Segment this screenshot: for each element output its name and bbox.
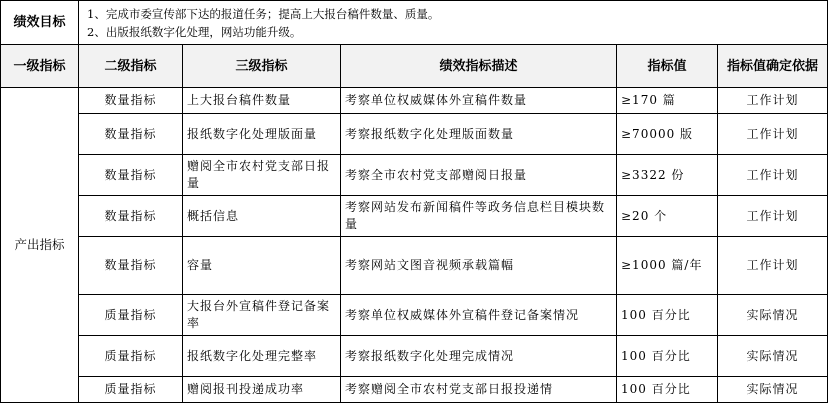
value-cell: ≥3322 份 — [617, 155, 718, 196]
level2-cell: 数量指标 — [79, 114, 183, 155]
basis-cell: 工作计划 — [718, 114, 828, 155]
description-cell: 考察报纸数字化处理完成情况 — [341, 336, 617, 377]
value-cell: 100 百分比 — [617, 295, 718, 336]
header-description: 绩效指标描述 — [341, 45, 617, 88]
value-cell: 100 百分比 — [617, 336, 718, 377]
value-cell: ≥170 篇 — [617, 88, 718, 114]
basis-cell: 工作计划 — [718, 237, 828, 295]
basis-cell: 实际情况 — [718, 377, 828, 403]
description-cell: 考察网站文图音视频承载篇幅 — [341, 237, 617, 295]
header-value: 指标值 — [617, 45, 718, 88]
level2-cell: 数量指标 — [79, 155, 183, 196]
header-row — [1, 45, 828, 88]
description-cell: 考察单位权威媒体外宣稿件数量 — [341, 88, 617, 114]
header-level3: 三级指标 — [183, 45, 341, 88]
level2-cell: 数量指标 — [79, 196, 183, 237]
goal-line-1: 1、完成市委宣传部下达的报道任务；提高上大报台稿件数量、质量。 — [87, 6, 440, 21]
header-level2: 二级指标 — [79, 45, 183, 88]
goal-label: 绩效目标 — [1, 1, 79, 45]
table-row — [1, 114, 828, 155]
basis-cell: 实际情况 — [718, 295, 828, 336]
basis-cell: 工作计划 — [718, 88, 828, 114]
table-row — [1, 155, 828, 196]
table-row — [1, 88, 828, 114]
description-cell: 考察赠阅全市农村党支部日报投递情 — [341, 377, 617, 403]
table-row — [1, 377, 828, 403]
level3-cell: 上大报台稿件数量 — [183, 88, 341, 114]
level3-cell: 报纸数字化处理版面量 — [183, 114, 341, 155]
level3-cell: 容量 — [183, 237, 341, 295]
goal-line-2: 2、出版报纸数字化处理，网站功能升级。 — [87, 24, 302, 39]
goal-row — [1, 1, 828, 45]
group-level1-cell: 产出指标 — [1, 88, 79, 403]
description-cell: 考察网站发布新闻稿件等政务信息栏目模块数量 — [341, 196, 617, 237]
level3-cell: 赠阅全市农村党支部日报量 — [183, 155, 341, 196]
level2-cell: 质量指标 — [79, 336, 183, 377]
level3-cell: 大报台外宣稿件登记备案率 — [183, 295, 341, 336]
table-row — [1, 336, 828, 377]
table-row — [1, 295, 828, 336]
header-level1: 一级指标 — [1, 45, 79, 88]
goal-text — [79, 1, 828, 45]
header-basis: 指标值确定依据 — [718, 45, 828, 88]
basis-cell: 工作计划 — [718, 196, 828, 237]
description-cell: 考察全市农村党支部赠阅日报量 — [341, 155, 617, 196]
level2-cell: 数量指标 — [79, 88, 183, 114]
value-cell: ≥20 个 — [617, 196, 718, 237]
basis-cell: 工作计划 — [718, 155, 828, 196]
level3-cell: 报纸数字化处理完整率 — [183, 336, 341, 377]
level3-cell: 赠阅报刊投递成功率 — [183, 377, 341, 403]
basis-cell: 实际情况 — [718, 336, 828, 377]
description-cell: 考察报纸数字化处理版面数量 — [341, 114, 617, 155]
level2-cell: 质量指标 — [79, 377, 183, 403]
level2-cell: 质量指标 — [79, 295, 183, 336]
value-cell: ≥1000 篇/年 — [617, 237, 718, 295]
table-row — [1, 237, 828, 295]
level2-cell: 数量指标 — [79, 237, 183, 295]
level3-cell: 概括信息 — [183, 196, 341, 237]
value-cell: 100 百分比 — [617, 377, 718, 403]
description-cell: 考察单位权威媒体外宣稿件登记备案情况 — [341, 295, 617, 336]
value-cell: ≥70000 版 — [617, 114, 718, 155]
table-row — [1, 196, 828, 237]
